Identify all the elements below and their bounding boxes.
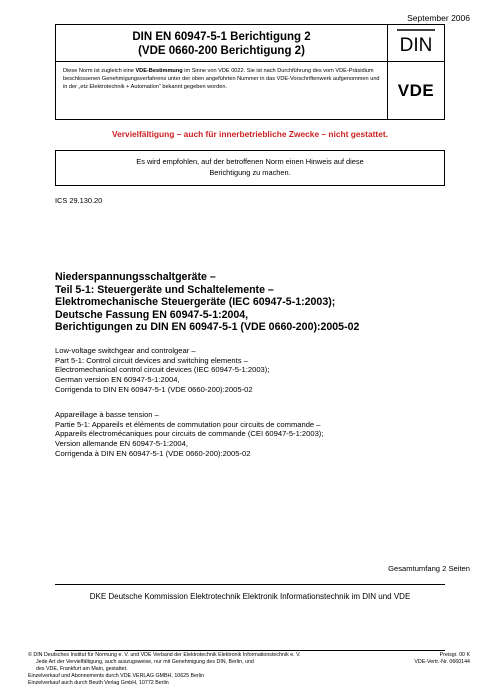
svg-text:DIN: DIN [399, 35, 433, 56]
title-line-1: DIN EN 60947-5-1 Berichtigung 2 [132, 31, 311, 43]
german-title [55, 271, 465, 334]
footer-line: Einzelverkauf auch durch Beuth Verlag GmbH, 10772 Berlin [28, 679, 169, 686]
vde-note: Diese Norm ist zugleich eine VDE-Bestimmung im Sinne von VDE 0022. Sie ist nach Durchführung des vom VDE-Präsidium beschlossenen Genehmigungsverfahrens unter der oben angeführten Nummer in das VDE-Vorschriftenwerk aufgenommen und in der „etz Elektrotechnik + Automation“ bekannt gegeben worden. [56, 62, 388, 119]
english-title-line: Electromechanical control circuit devices (IEC 60947-5-1:2003); [55, 365, 270, 375]
french-title [55, 410, 475, 459]
footer-line: Einzelverkauf und Abonnements durch VDE VERLAG GMBH, 10625 Berlin [28, 672, 205, 679]
french-title-line: Version allemande EN 60947-5-1:2004, [55, 439, 188, 449]
dke-line: DKE Deutsche Kommission Elektrotechnik Elektronik Informationstechnik im DIN und VDE [89, 592, 411, 601]
german-title-line: Deutsche Fassung EN 60947-5-1:2004, [55, 308, 249, 321]
ics-code: ICS 29.130.20 [55, 196, 103, 205]
german-title-line: Teil 5-1: Steuergeräte und Schaltelemente – [55, 283, 274, 296]
price-group: Preisgr. 00 K [439, 652, 470, 658]
order-number: VDE-Vertr.-Nr. 0660144 [414, 658, 470, 665]
german-title-line: Elektromechanische Steuergeräte (IEC 60947-5-1:2003); [55, 296, 336, 308]
english-title-line: German version EN 60947-5-1:2004, [55, 375, 180, 385]
english-title-line: Corrigenda to DIN EN 60947-5-1 (VDE 0660-200):2005-02 [55, 384, 253, 394]
recommendation-line-2: Berichtigung zu machen. [209, 167, 291, 177]
vde-logo [388, 62, 444, 119]
footer-line: Jede Art der Vervielfältigung, auch auszugsweise, nur mit Genehmigung des DIN, Berlin, und [36, 658, 254, 665]
english-title-line: Low-voltage switchgear and controlgear – [55, 346, 196, 355]
german-title-line: Berichtigungen zu DIN EN 60947-5-1 (VDE 0660-200):2005-02 [55, 321, 360, 333]
french-title-line: Appareils électromécaniques pour circuits de commande (CEI 60947-5-1:2003); [55, 429, 324, 439]
english-title [55, 346, 465, 395]
title-line-2: (VDE 0660-200 Berichtigung 2) [138, 45, 305, 57]
french-title-line: Partie 5-1: Appareils et éléments de commutation pour circuits de commande – [55, 419, 321, 429]
footer-line: © DIN Deutsches Institut für Normung e. V. und VDE Verband der Elektrotechnik Elektronik Informationstechnik e. V. [28, 652, 301, 658]
document-title [56, 25, 388, 62]
footer-copyright [28, 652, 373, 687]
total-pages: Gesamtumfang 2 Seiten [388, 564, 470, 573]
footer-price-info [414, 652, 470, 666]
divider [55, 584, 445, 585]
publication-date: September 2006 [407, 13, 470, 23]
din-logo-icon [397, 29, 435, 57]
din-logo [388, 25, 444, 62]
reproduction-notice: Vervielfältigung – auch für innerbetriebliche Zwecke – nicht gestattet. [112, 129, 388, 139]
german-title-line: Niederspannungsschaltgeräte – [55, 271, 216, 283]
footer-line: des VDE, Frankfurt am Main, gestattet. [36, 665, 128, 672]
french-title-line: Corrigenda à DIN EN 60947-5-1 (VDE 0660-200):2005-02 [55, 448, 251, 458]
vde-logo-text: VDE [397, 80, 435, 100]
english-title-line: Part 5-1: Control circuit devices and switching elements – [55, 355, 248, 365]
divider [55, 650, 445, 651]
recommendation-line-1: Es wird empfohlen, auf der betroffenen Norm einen Hinweis auf diese [136, 157, 364, 166]
french-title-line: Appareillage à basse tension – [55, 410, 159, 419]
header-box [55, 24, 445, 120]
recommendation-box [55, 150, 445, 186]
